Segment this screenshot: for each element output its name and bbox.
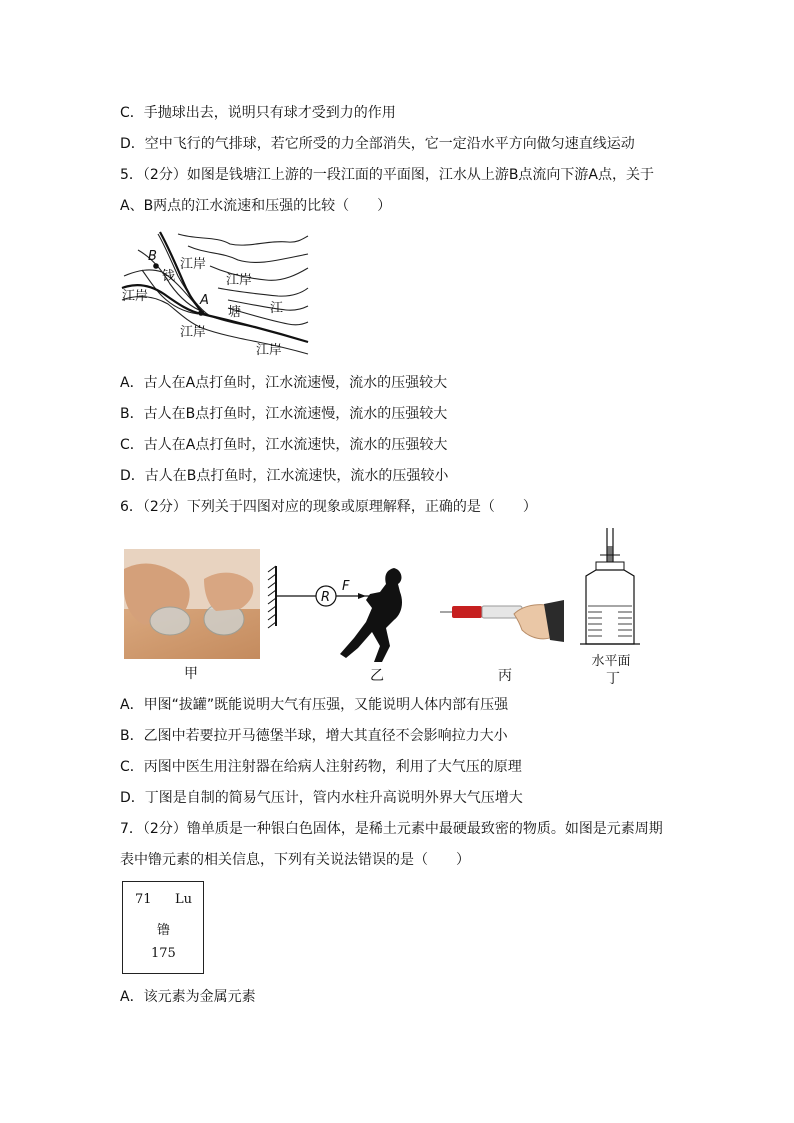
q5-option-b: B．古人在B点打鱼时，江水流速慢，流水的压强较大 [120,406,448,422]
q6-option-b: B．乙图中若要拉开马德堡半球，增大其直径不会影响拉力大小 [120,728,508,744]
q5-option-a: A．古人在A点打鱼时，江水流速慢，流水的压强较大 [120,375,448,391]
q6-option-d: D．丁图是自制的简易气压计，管内水柱升高说明外界大气压增大 [120,790,523,806]
barometer-bottle-figure [580,526,640,648]
atomic-mass: 175 [151,946,176,961]
map-label-bank-top2: 江岸 [226,273,253,288]
element-name: 镥 [157,923,171,938]
q6-option-c: C．丙图中医生用注射器在给病人注射药物，利用了大气压的原理 [120,759,522,775]
caption-yi: 乙 [370,668,384,684]
map-label-bank-top1: 江岸 [180,257,207,272]
q4-option-c: C．手抛球出去，说明只有球才受到力的作用 [120,105,396,121]
map-point-a: A [200,293,209,308]
periodic-table-cell [122,881,204,974]
label-f: F [342,579,350,594]
q7-stem-line1: 7．（2分）镥单质是一种银白色固体，是稀土元素中最硬最致密的物质。如图是元素周期 [120,821,663,837]
atomic-number: 71 [135,892,152,907]
caption-bing: 丙 [498,668,512,684]
label-r: R [321,590,331,605]
q4-option-d: D．空中飞行的气排球，若它所受的力全部消失，它一定沿水平方向做匀速直线运动 [120,136,635,152]
cupping-photo [124,549,260,659]
syringe-figure [440,598,564,648]
map-point-b: B [148,249,157,264]
map-label-bank-bottom1: 江岸 [180,325,207,340]
element-symbol: Lu [175,892,193,907]
map-label-bank-left: 江岸 [122,289,149,304]
map-label-tang: 塘 [228,305,242,320]
q6-stem: 6．（2分）下列关于四图对应的现象或原理解释，正确的是（ ） [120,499,537,515]
caption-ding: 丁 [606,671,620,687]
q5-stem-line2: A、B两点的江水流速和压强的比较（ ） [120,198,392,214]
map-label-qian: 钱 [162,269,176,284]
q5-option-d: D．古人在B点打鱼时，江水流速快，流水的压强较小 [120,468,449,484]
q5-stem-line1: 5．（2分）如图是钱塘江上游的一段江面的平面图，江水从上游B点流向下游A点，关于 [120,167,654,183]
q5-option-c: C．古人在A点打鱼时，江水流速快，流水的压强较大 [120,437,448,453]
river-map-figure [118,230,310,358]
magdeburg-pull-figure [266,562,406,668]
map-label-bank-bottom2: 江岸 [256,343,283,358]
q7-option-a: A．该元素为金属元素 [120,989,256,1005]
map-label-jiang: 江 [270,301,284,316]
water-level-label: 水平面 [591,654,631,669]
caption-jia: 甲 [184,666,198,682]
q7-stem-line2: 表中镥元素的相关信息，下列有关说法错误的是（ ） [120,852,470,868]
q6-option-a: A．甲图“拔罐”既能说明大气有压强，又能说明人体内部有压强 [120,697,509,713]
